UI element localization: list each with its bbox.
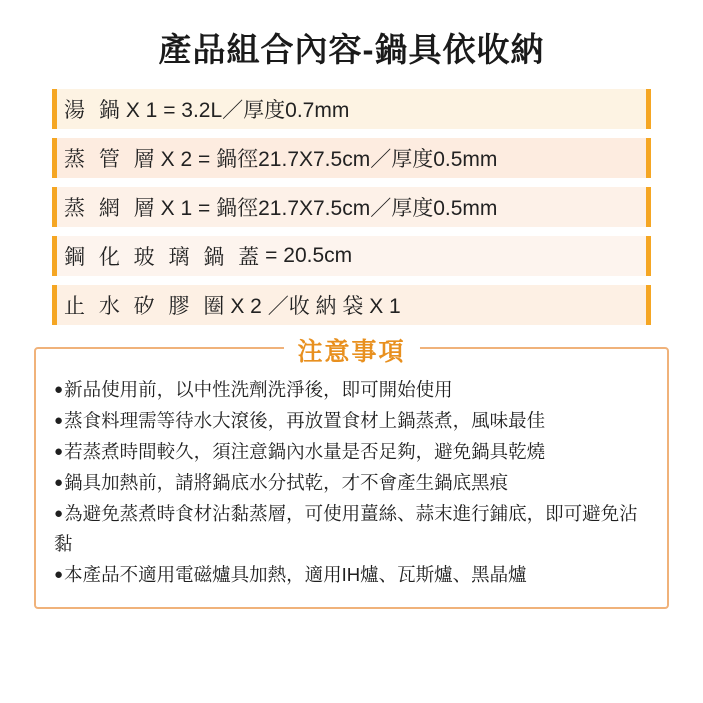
accent-bar-right-icon [646,138,651,178]
spec-value: X 2 ／收 納 袋 X 1 [230,295,401,318]
accent-bar-left-icon [52,187,57,227]
notice-text: 本產品不適用電磁爐具加熱，適用IH爐、瓦斯爐、黑晶爐 [64,563,527,585]
bullet-icon: ● [54,565,64,583]
spec-label: 止 水 矽 膠 圈 [64,295,229,318]
bullet-icon: ● [54,411,64,429]
spec-row [52,285,651,325]
list-item [54,406,649,436]
accent-bar-right-icon [646,236,651,276]
spec-list [52,89,651,325]
notice-text: 新品使用前，以中性洗劑洗淨後，即可開始使用 [64,379,453,400]
list-item [54,437,649,467]
spec-label: 蒸 管 層 [64,148,159,171]
spec-label: 鋼 化 玻 璃 鍋 蓋 [64,246,264,269]
bullet-icon: ● [54,473,64,491]
notice-list [54,375,649,590]
spec-value: = 20.5cm [265,244,353,267]
notice-text: 蒸食料理需等待水大滾後，再放置食材上鍋蒸煮，風味最佳 [64,409,546,431]
accent-bar-left-icon [52,285,57,325]
notice-title: 注意事項 [283,332,419,368]
notice-text: 若蒸煮時間較久，須注意鍋內水量是否足夠，避免鍋具乾燒 [64,440,546,462]
spec-value: X 2 = 鍋徑21.7X7.5cm／厚度0.5mm [160,148,498,171]
accent-bar-right-icon [646,285,651,325]
spec-label: 湯 鍋 [64,99,124,122]
notice-text: 鍋具加熱前，請將鍋底水分拭乾，才不會產生鍋底黑痕 [64,471,509,493]
accent-bar-right-icon [646,89,651,129]
list-item [54,499,649,559]
accent-bar-left-icon [52,236,57,276]
spec-row [52,138,651,178]
list-item [54,468,649,498]
notice-text: 為避免蒸煮時食材沾黏蒸層，可使用薑絲、蒜末進行鋪底，即可避免沾黏 [54,502,638,554]
accent-bar-right-icon [646,187,651,227]
bullet-icon: ● [54,381,64,398]
accent-bar-left-icon [52,89,57,129]
accent-bar-left-icon [52,138,57,178]
page-title: 產品組合內容-鍋具依收納 [158,31,545,68]
list-item [54,375,649,405]
spec-row [52,236,651,276]
spec-row [52,89,651,129]
bullet-icon: ● [54,442,64,460]
spec-label: 蒸 網 層 [64,197,159,220]
spec-row [52,187,651,227]
notice-box [34,338,669,609]
bullet-icon: ● [54,504,64,522]
list-item [54,560,649,590]
spec-value: X 1 = 鍋徑21.7X7.5cm／厚度0.5mm [160,197,498,220]
spec-value: X 1 = 3.2L／厚度0.7mm [125,99,350,122]
